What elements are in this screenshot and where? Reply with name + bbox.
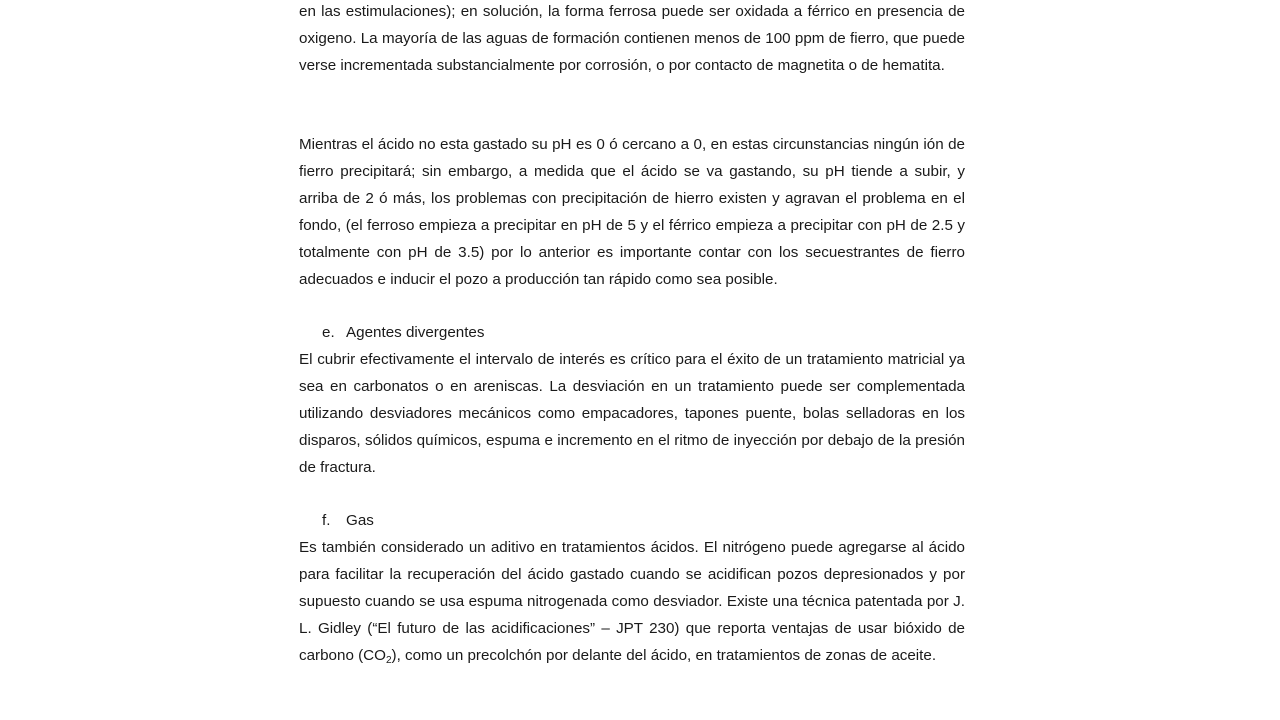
section-marker-e: e. [322, 324, 335, 341]
section-title-e: Agentes divergentes [346, 324, 485, 341]
gas-text-part2: ), como un precolchón por delante del ácido, en tratamientos de zonas de aceite. [391, 646, 937, 664]
paragraph-iron-oxidation: en las estimulaciones); en solución, la forma ferrosa puede ser oxidada a férrico en presencia de oxigeno. La mayoría de las aguas de formación contienen menos de 100 ppm de fierro, que puede verse incrementada substancialmente por corrosión, o por contacto de magnetita o de hematita. [299, 3, 965, 74]
section-title-f: Gas [346, 512, 374, 529]
section-heading-e [299, 320, 965, 347]
paragraph-gas [299, 535, 965, 670]
co2-subscript: 2 [385, 654, 392, 666]
paragraph-diverting-agents: El cubrir efectivamente el intervalo de interés es crítico para el éxito de un tratamiento matricial ya sea en carbonatos o en areniscas. La desviación en un tratamiento puede ser complementada utilizando desviadores mecánicos como empacadores, tapones puente, bolas selladoras en los disparos, sólidos químicos, espuma e incremento en el ritmo de inyección por debajo de la presión de fractura. [299, 351, 965, 476]
section-marker-f: f. [322, 512, 331, 529]
section-heading-f [299, 508, 965, 535]
paragraph-acid-ph: Mientras el ácido no esta gastado su pH es 0 ó cercano a 0, en estas circunstancias ningún ión de fierro precipitará; sin embargo, a medida que el ácido se va gastando, su pH tiende a subir, y arriba de 2 ó más, los problemas con precipitación de hierro existen y agravan el problema en el fondo, (el ferroso empieza a precipitar en pH de 5 y el férrico empieza a precipitar con pH de 2.5 y totalmente con pH de 3.5) por lo anterior es importante contar con los secuestrantes de fierro adecuados e inducir el pozo a producción tan rápido como sea posible. [299, 136, 965, 288]
gas-text-part1: Es también considerado un aditivo en tratamientos ácidos. El nitrógeno puede agregarse al ácido para facilitar la recuperación del ácido gastado cuando se acidifican pozos depresionados y por supuesto cuando se usa espuma nitrogenada como desviador. Existe una técnica patentada por J. L. Gidley (“El futuro de las acidificaciones” – JPT 230) que reporta ventajas de usar bióxido de carbono (CO [299, 539, 965, 664]
